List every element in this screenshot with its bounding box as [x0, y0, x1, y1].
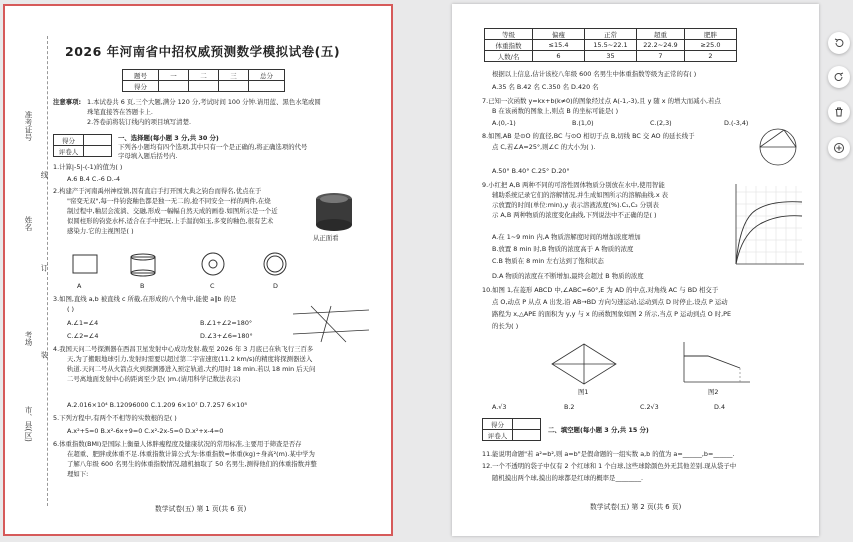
q6-line2: 在超重、肥胖或体重不足.体重指数计算公式为:体重指数=体重(kg)÷身高²(m).某中学为	[67, 450, 315, 458]
q9-line3: 示放置的时间(单位:min),y 表示溶液浓度(%).C₁,C₂ 分别表	[492, 201, 659, 209]
q2-line2: "窑变无双",每一件钧瓷釉色都是独一无二的,抢不同安全一样的两件,在烧	[67, 197, 271, 205]
delete-button[interactable]	[828, 101, 850, 123]
grader-box: 得分 评卷人	[53, 134, 112, 157]
q3-opt-b: B.∠1+∠2=180°	[200, 319, 253, 327]
q3-opt-d: D.∠3+∠6=180°	[200, 332, 253, 340]
exam-page-2	[452, 4, 819, 536]
section-1-desc2: 字母填入题后括号内.	[118, 152, 178, 160]
q9-line2: 辅助系统记录它们的溶解情况,并生成如图所示的溶解曲线.x 表	[492, 191, 669, 199]
q4-line2: 天,为了搬眼地球引力,发射时需要以超过第二宇宙速度(11.2 km/s)的精度将探测器送入	[67, 355, 313, 363]
q10-opt-a: A.√3	[492, 403, 507, 411]
q4-options: A.2.016×10⁴ B.12096000 C.1.209 6×10⁷ D.7.257 6×10⁸	[67, 401, 247, 409]
plus-circle-icon	[833, 142, 845, 154]
q4-line4: 二号离地面发射中心的距离至少是( )m.(请用科学记数法表示)	[67, 375, 241, 383]
q10-figure-1	[544, 338, 624, 390]
q3-line1: 3.如图,直线 a,b 被直线 c 所截,在形成的八个角中,能使 a∥b 的是	[53, 295, 237, 303]
binding-label-name: 姓名	[24, 216, 33, 231]
notice-label: 注意事项:	[53, 98, 82, 106]
q2-option-figures	[65, 249, 295, 281]
q7-opt-b: B.(1,0)	[572, 119, 594, 127]
q2-label-d: D	[273, 282, 278, 290]
q9-opt-c: C.B 物质在 8 min 左右达到了饱和状态	[492, 257, 604, 265]
page-footer-2: 数学试卷(五) 第 2 页(共 6 页)	[590, 503, 682, 511]
q11: 11.能说明命题"若 a²=b²,则 a=b"是假命题的一组实数 a,b 的值为 a=______,b=______.	[482, 450, 735, 458]
q12-line2: 随机摸出两个球,摸出的球都是红球的概率是________.	[492, 474, 644, 482]
q8-options: A.50° B.40° C.25° D.20°	[492, 167, 570, 175]
rotate-right-button[interactable]	[828, 66, 850, 88]
q10-opt-d: D.4	[714, 403, 726, 411]
binding-label-id: 准考证号	[24, 111, 33, 141]
q7-opt-c: C.(2,3)	[650, 119, 672, 127]
q10-fig2-caption: 图2	[708, 388, 719, 396]
q2-line3: 制过程中,釉层会流淌、交融,形成一幅幅自然天成的画卷.如图所示是一个近	[67, 207, 278, 215]
q1-options: A.6 B.4 C.-6 D.-4	[67, 175, 121, 183]
q9-graph	[726, 180, 806, 272]
binding-ding: 订	[40, 264, 49, 272]
q5: 5.下列方程中,有两个不相等的实数根的是( )	[53, 414, 177, 422]
notice-line-1b: 珠笔直接答在答题卡上.	[87, 108, 153, 116]
q10-opt-c: C.2√3	[640, 403, 659, 411]
q10-line1: 10.如图 1,在菱形 ABCD 中,∠ABC=60°,E 为 AD 的中点,对角线 AC 与 BD 相交于	[482, 286, 719, 294]
q4-line1: 4.我国天问二号探测器在西昌卫星发射中心成功发射.截至 2026 年 3 月底已在轨飞行三百多	[53, 345, 314, 353]
rotate-right-icon	[833, 71, 845, 83]
q10-line3: 路程为 x,△APE 的面积为 y,y 与 x 的函数图象如图 2 所示,当点 P 运动到点 O 时,PE	[492, 310, 732, 318]
q2-label-b: B	[140, 282, 145, 290]
q2-label-c: C	[210, 282, 215, 290]
q3-line2: ( )	[67, 305, 75, 313]
q6-line1: 6.体重指数(BMI)是国际上衡量人体胖瘦程度及健康状况的常用标准,主要用于筛查是否存	[53, 440, 302, 448]
q1: 1.计算|-5|-(-1)的值为( )	[53, 163, 123, 171]
grader-box-2: 得分 评卷人	[482, 418, 541, 441]
q6-line3: 了解八年级 600 名男生的体重指数情况,随机抽取了 50 名男生,测得他们的体重指数并整	[67, 460, 317, 468]
q9-opt-b: B.放置 8 min 时,B 物质的浓度高于 A 物质的浓度	[492, 245, 634, 253]
section-1-title: 一、选择题(每小题 3 分,共 30 分)	[118, 134, 219, 142]
q7-line1: 7.已知一次函数 y=kx+b(k≠0)的图象经过点 A(-1,-3),且 y 随 x 的增大而减小,若点	[482, 97, 721, 105]
score-table: 题号 一 二 三 总分 得分	[122, 69, 285, 92]
trash-icon	[833, 106, 845, 118]
page-footer: 数学试卷(五) 第 1 页(共 6 页)	[155, 505, 247, 513]
section-2-title: 二、填空题(每小题 3 分,共 15 分)	[548, 426, 649, 434]
q3-opt-a: A.∠1=∠4	[67, 319, 99, 327]
notice-line-2: 2.答卷前将装订线内的项目填写清楚.	[87, 118, 191, 126]
q2-line1: 2.构建产于河南禹州神垕镇,因有直启手打开国大典之钧台而得名,优点在于	[53, 187, 262, 195]
rotate-left-icon	[833, 37, 845, 49]
q8-line2: 点 C,若∠A=25°,则∠C 的大小为( ).	[492, 143, 596, 151]
notice-line-1: 1.本试卷共 6 页,三个大题,满分 120 分,考试时间 100 分钟.请用蓝、黑色水笔或圆	[87, 98, 321, 106]
q10-line4: 的长为( )	[492, 322, 519, 330]
exam-page-1	[3, 4, 393, 536]
q7-opt-d: D.(-3,4)	[724, 119, 749, 127]
q9-line1: 9.小红把 A,B 两种不同的可溶性固体物质分别放在水中,使用智能	[482, 181, 665, 189]
section-1-desc: 下列各小题均有四个选项,其中只有一个是正确的,将正确选项的代号	[118, 143, 308, 151]
cylinder-caption: 从正面看	[313, 234, 339, 242]
q3-opt-c: C.∠2=∠4	[67, 332, 99, 340]
q12-line1: 12.一个不透明的袋子中仅有 2 个红球和 1 个白球,这些球除颜色外无其他差别.现从袋子中	[482, 462, 737, 470]
q6-options: A.35 名 B.42 名 C.350 名 D.420 名	[492, 83, 599, 91]
q2-line5: 感染力.它的主视图是( )	[67, 227, 134, 235]
q4-line3: 轨道.天问二号从火箭点火到探测器进入预定轨道,大约用时 18 min.若以 18 min 后天问	[67, 365, 316, 373]
q9-line4: 示 A,B 两种物质的浓度变化曲线,下列说法中不正确的是( )	[492, 211, 657, 219]
q2-line4: 似圆柱形的钧瓷水杯,适合在手中把玩,上手温润如玉,多变的釉色,很有艺术	[67, 217, 274, 225]
binding-zhuang: 装	[40, 351, 49, 359]
q3-figure	[291, 304, 371, 344]
binding-xian: 线	[40, 171, 49, 179]
q9-opt-a: A.在 1~9 min 内,A 物质溶解度时间的增加浓度增加	[492, 233, 641, 241]
binding-label-city: 市、县(区)	[24, 406, 33, 442]
q5-options: A.x²+5=0 B.x²-6x+9=0 C.x²-2x-5=0 D.x²+x-4=0	[67, 427, 224, 435]
q6-line4: 理如下:	[67, 470, 89, 478]
add-page-button[interactable]	[828, 137, 850, 159]
q9-opt-d: D.A 物质的浓度在不断增加,最终会超过 B 物质的浓度	[492, 272, 644, 280]
q7-line2: B 在该函数的图象上,则点 B 的坐标可能是( )	[492, 107, 619, 115]
binding-label-room: 考场	[24, 331, 33, 346]
q10-opt-b: B.2	[564, 403, 575, 411]
bmi-table: 等级 偏瘦 正常 超重 肥胖 体重指数 ≤15.4 15.5~22.1 22.2~24.9 ≥25.0 人数/名 6 35 7 2	[484, 28, 737, 62]
q10-line2: 点 O,动点 P 从点 A 出发,沿 AB→BD 方向匀速运动,运动到点 D 时停止,设点 P 运动	[492, 298, 728, 306]
q8-circle-figure	[754, 124, 802, 170]
q10-figure-2	[674, 338, 754, 390]
q8-line1: 8.如图,AB 是⊙O 的直径,BC 与⊙O 相切于点 B,切线 BC 交 AO 的延长线于	[482, 132, 695, 140]
page-title: 2026 年河南省中招权威预测数学模拟试卷(五)	[65, 44, 341, 59]
q6-question: 根据以上信息,估计该校八年级 600 名男生中体重指数等级为正常的有( )	[492, 70, 697, 78]
q10-fig1-caption: 图1	[578, 388, 589, 396]
rotate-left-button[interactable]	[828, 32, 850, 54]
q2-label-a: A	[77, 282, 82, 290]
q7-opt-a: A.(0,-1)	[492, 119, 516, 127]
cylinder-photo	[313, 191, 355, 237]
